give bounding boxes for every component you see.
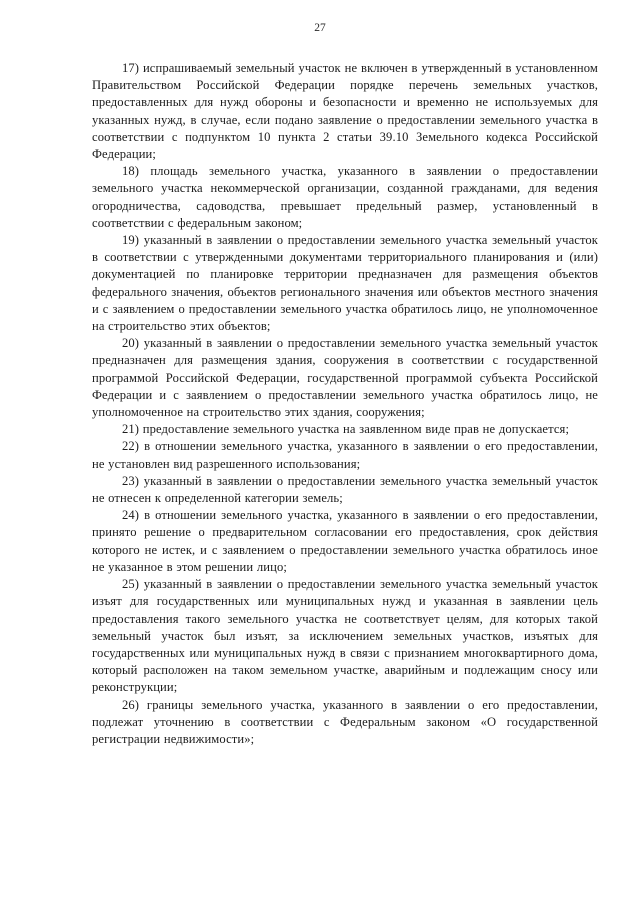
list-item-26: 26) границы земельного участка, указанного в заявлении о его предоставлении, подлежат уточнению в соответствии с Федеральным законом «О государственной регистрации недвижимости»; (92, 697, 598, 746)
list-item-19: 19) указанный в заявлении о предоставлении земельного участка земельный участок в соответствии с утвержденными документами территориального планирования и (или) документацией по планировке территории предназначен для размещения объектов федерального значения, объектов регионального значения или объектов местного значения и с заявлением о предоставлении земельного участка обратилось лицо, не уполномоченное на строительство этих объектов; (92, 233, 598, 334)
list-item-23: 23) указанный в заявлении о предоставлении земельного участка земельный участок не отнесен к определенной категории земель; (92, 473, 598, 506)
list-item-24: 24) в отношении земельного участка, указанного в заявлении о его предоставлении, принято решение о предварительном согласовании его предоставления, срок действия которого не истек, и с заявлением о предоставлении земельного участка обратилось иное не указанное в этом решении лицо; (92, 508, 598, 574)
list-item-22: 22) в отношении земельного участка, указанного в заявлении о его предоставлении, не установлен вид разрешенного использования; (92, 439, 598, 471)
list-item-20: 20) указанный в заявлении о предоставлении земельного участка земельный участок предназначен для размещения здания, сооружения в соответствии с государственной программой Российской Федерации, государственной программой субъекта Российской Федерации и с заявлением о предоставлении земельного участка обратилось лицо, не уполномоченное на строительство этих здания, сооружения; (92, 336, 598, 420)
list-item-25: 25) указанный в заявлении о предоставлении земельного участка земельный участок изъят для государственных или муниципальных нужд и указанная в заявлении цель предоставления такого земельного участка не соответствует целям, для которых такой земельный участок был изъят, за исключением земельных участков, изъятых для государственных или муниципальных нужд в связи с признанием многоквартирного дома, который расположен на таком земельном участке, аварийным и подлежащим сносу или реконструкции; (92, 577, 598, 695)
list-item-18: 18) площадь земельного участка, указанного в заявлении о предоставлении земельного участка некоммерческой организации, созданной гражданами, для ведения огородничества, садоводства, превышает предельный размер, установленный в соответствии с федеральным законом; (92, 164, 598, 230)
document-body (92, 60, 598, 748)
list-item-17: 17) испрашиваемый земельный участок не включен в утвержденный в установленном Правительством Российской Федерации порядке перечень земельных участков, предоставленных для нужд обороны и безопасности и временно не используемых для указанных нужд, в случае, если подано заявление о предоставлении земельного участка в соответствии с подпунктом 10 пункта 2 статьи 39.10 Земельного кодекса Российской Федерации; (92, 61, 598, 162)
page-number: 27 (314, 22, 326, 34)
list-item-21: 21) предоставление земельного участка на заявленном виде прав не допускается; (122, 422, 570, 437)
